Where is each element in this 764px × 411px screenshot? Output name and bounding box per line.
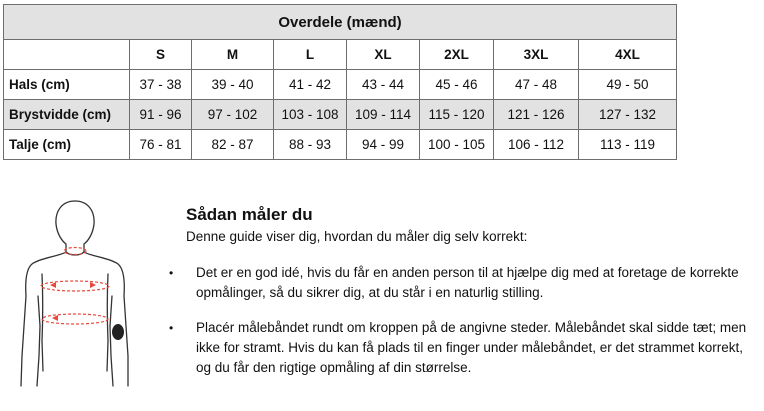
body-outline-icon (10, 196, 140, 396)
table-cell: 39 - 40 (192, 70, 274, 100)
table-cell: 103 - 108 (274, 100, 347, 130)
table-cell: 91 - 96 (130, 100, 192, 130)
guide-list (169, 263, 761, 378)
table-title-row (4, 5, 677, 40)
bullet-icon: • (169, 266, 174, 280)
header-size-s: S (130, 40, 192, 70)
table-cell: 76 - 81 (130, 130, 192, 160)
body-measurement-illustration-icon (10, 196, 140, 396)
table-row-talje (4, 130, 677, 160)
row-label: Brystvidde (cm) (4, 100, 130, 130)
table-cell: 97 - 102 (192, 100, 274, 130)
header-size-l: L (274, 40, 347, 70)
table-cell: 82 - 87 (192, 130, 274, 160)
list-item (169, 318, 761, 378)
bullet-icon: • (169, 321, 174, 335)
table-title: Overdele (mænd) (4, 5, 677, 40)
header-size-xl: XL (347, 40, 420, 70)
table-cell: 127 - 132 (579, 100, 677, 130)
header-size-4xl: 4XL (579, 40, 677, 70)
header-size-2xl: 2XL (420, 40, 494, 70)
row-label: Hals (cm) (4, 70, 130, 100)
table-cell: 94 - 99 (347, 130, 420, 160)
table-cell: 88 - 93 (274, 130, 347, 160)
table-cell: 100 - 105 (420, 130, 494, 160)
row-label: Talje (cm) (4, 130, 130, 160)
list-item-text: Placér målebåndet rundt om kroppen på de angivne steder. Målebåndet skal sidde tæt; men ikke for stramt. Hvis du kan få plads til en finger under målebåndet, er det strammet korrekt, og du får den rigtige opmåling af din størrelse. (196, 320, 747, 375)
table-cell: 47 - 48 (494, 70, 579, 100)
table-header-row (4, 40, 677, 70)
table-cell: 109 - 114 (347, 100, 420, 130)
header-empty-cell (4, 40, 130, 70)
table-cell: 37 - 38 (130, 70, 192, 100)
header-size-3xl: 3XL (494, 40, 579, 70)
guide-intro: Denne guide viser dig, hvordan du måler dig selv korrekt: (186, 229, 528, 244)
size-table (3, 4, 677, 160)
table-cell: 49 - 50 (579, 70, 677, 100)
table-cell: 43 - 44 (347, 70, 420, 100)
header-size-m: M (192, 40, 274, 70)
table-cell: 106 - 112 (494, 130, 579, 160)
list-item (169, 263, 761, 303)
table-cell: 115 - 120 (420, 100, 494, 130)
list-item-text: Det er en god idé, hvis du får en anden person til at hjælpe dig med at foretage de korrekte opmålinger, så du sikrer dig, at du står i en naturlig stilling. (196, 265, 739, 300)
measuring-guide (169, 205, 761, 393)
table-cell: 41 - 42 (274, 70, 347, 100)
table-cell: 113 - 119 (579, 130, 677, 160)
table-cell: 45 - 46 (420, 70, 494, 100)
guide-heading: Sådan måler du (186, 205, 313, 224)
table-cell: 121 - 126 (494, 100, 579, 130)
table-row-brystvidde (4, 100, 677, 130)
table-row-hals (4, 70, 677, 100)
